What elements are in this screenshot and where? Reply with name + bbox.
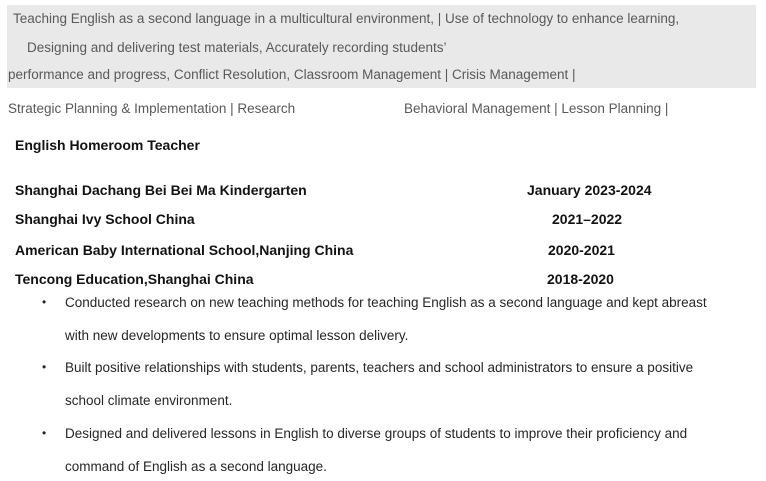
bullet-icon: • (42, 295, 47, 309)
bullet-list-item (42, 286, 758, 352)
employment-dates: January 2023-2024 (527, 182, 652, 198)
bullet-list-item (42, 417, 758, 481)
bullet-text-line: school climate environment. (65, 393, 233, 408)
employer-name: Shanghai Dachang Bei Bei Ma Kindergarten (15, 182, 307, 198)
bullet-list-item (42, 351, 758, 417)
bullet-icon: • (42, 426, 47, 440)
skills-line-1: Teaching English as a second language in a multicultural environment, | Use of technology to enhance learning, (13, 11, 680, 26)
employer-name: Shanghai Ivy School China (15, 211, 195, 227)
bullet-icon: • (42, 360, 47, 374)
bullet-text-line: Designed and delivered lessons in English to diverse groups of students to improve their proficiency and (65, 426, 688, 441)
skills-line-3: performance and progress, Conflict Resolution, Classroom Management | Crisis Management | (8, 67, 576, 82)
employment-dates: 2018-2020 (547, 271, 614, 287)
bullet-text-line: Built positive relationships with students, parents, teachers and school administrators to ensure a positive (65, 360, 694, 375)
employer-name: Tencong Education,Shanghai China (15, 271, 254, 287)
skills-line-4-left: Strategic Planning & Implementation | Research (8, 101, 296, 116)
bullet-text-line: with new developments to ensure optimal lesson delivery. (65, 328, 409, 343)
bullet-text-line: command of English as a second language. (65, 459, 327, 474)
job-title: English Homeroom Teacher (15, 137, 200, 153)
bullet-text-line: Conducted research on new teaching methods for teaching English as a second language and kept abreast (65, 295, 707, 310)
skills-line-2: Designing and delivering test materials, Accurately recording students’ (27, 40, 447, 55)
skills-line-4-right: Behavioral Management | Lesson Planning | (404, 101, 669, 116)
employment-dates: 2021–2022 (552, 211, 623, 227)
employer-name: American Baby International School,Nanjing China (15, 242, 354, 258)
employment-dates: 2020-2021 (548, 242, 615, 258)
